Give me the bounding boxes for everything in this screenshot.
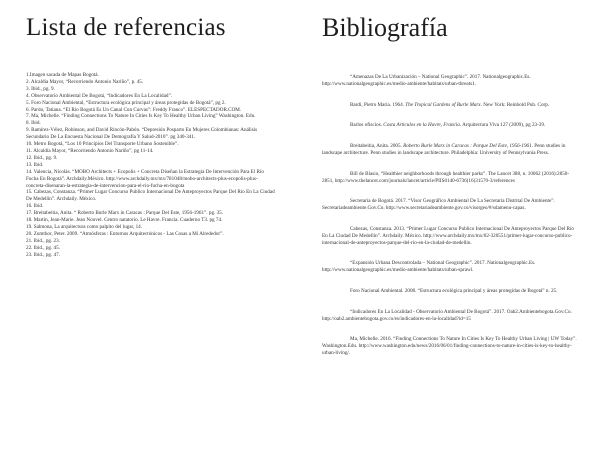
reference-item: 18. Martin, Jean-Marie. Jean Nouvel. Centro natatorio. Le Havre. Francia. Cuaderno T3. pg 74.	[26, 217, 223, 224]
entry-publication: . Arquitectura Viva 127 (2009), pg 23-39.	[459, 122, 546, 129]
reference-item: 1.Imagen sacada de Mapas Bogotá.	[26, 72, 99, 78]
reference-item: 21. Ibid., pg. 23.	[26, 237, 60, 244]
bibliography-heading: Bibliografía	[322, 13, 448, 42]
reference-item: 2. Alcaldía Mayor, “Recorriendo Antonio Nariño”, p. 45.	[26, 78, 144, 85]
references-heading: Lista de referencias	[26, 14, 226, 41]
entry-title: Costa Articulos en la Havre, Francia	[383, 122, 460, 129]
bibliography-entry	[322, 122, 578, 129]
reference-item: 17. Breitabeitia, Anita. “ Roberto Burle Marx in Caracas : Parque Del Este, 1956-1961”. pg. 35.	[26, 210, 224, 217]
reference-item: 16. Ibid.	[26, 203, 44, 210]
reference-item: 22. Ibid., pg. 45.	[26, 244, 60, 251]
reference-item: 9. Ramírez-Vélez, Robinson, and David Rincón-Pabón. “Depresión Posparto En Mujeres Colombianas: Análisis Secundario De La Encuesta Nacional De Demografía Y Salud-2010”. pg 340-341.	[26, 127, 258, 141]
reference-item: 8. Ibid.	[26, 120, 41, 127]
bibliography-list	[322, 74, 578, 371]
entry-author: Bardi, Pietro Maria. 1964.	[350, 101, 406, 108]
entry-author: Breitabeitia, Anita. 2005.	[350, 143, 404, 150]
reference-item: 15. Cabezas, Constanza. “Primer Lugar Concurso Publico Internacional De Anteproyectos Parque Del Río En La Ciudad De Medellín”. Archdaily. México.	[26, 189, 275, 203]
entry-publication: . Penn studies in landscape architecture. Penn studies in landscape architecture. Philadelphia: University of Pennsylvania Press.	[322, 143, 566, 156]
reference-item: 12. Ibid., pg. 9.	[26, 154, 58, 161]
bibliography-entry: “Indicadores En La Localidad - Observatorio Ambiental De Bogotá”. 2017. Oab2.Ambientebogota.Gov.Co. http://oab2.ambientebogota.gov.co/es/indicadores-en-la-localidad?id=15	[322, 308, 572, 322]
bibliography-entry: Cabezas, Constanza. 2013. “Primer Lugar Concurso Publico Internacional De Anteproyectos Parque Del Río En La Ciudad De Medellín”. Archdaily. México. http://www.archdaily.mx/mx/02-320551/primer-lugar-concurso-publico-internacional-de-anteproyectos-parque-del-rio-en-la-ciudad-de-medellin.	[322, 225, 574, 246]
bibliography-entry: “Amenazas De La Urbanización – National Geographic”. 2017. Nationalgeographic.Es. http://www.nationalgeographic.es/medio-ambiente/habitats/urban-threats1.	[322, 74, 531, 87]
entry-title: Roberto Burle Marx in Caracas : Parque Del Este, 1956-1961	[403, 143, 532, 150]
reference-item: 13. Ibid.	[26, 161, 44, 168]
reference-item: 23. Ibid., pg. 47.	[26, 251, 60, 258]
entry-title: The Tropical Gardens of Burle Marx	[405, 101, 481, 108]
reference-item: 19. Salmona, La arquitectura como palpito del lugar, 14.	[26, 223, 142, 230]
bibliography-entry	[322, 143, 578, 157]
entry-publication: . New York: Reinhold Pub. Corp.	[480, 101, 550, 108]
reference-item: 5. Foro Nacional Ambiental, “Estructura ecológica principal y áreas protegidas de Bogotá”, pg 2.	[26, 99, 226, 106]
reference-item: 7. Ma, Michelle. “Finding Connections To Nature In Cities Is Key To Healthy Urban Living” Washington. Edu.	[26, 113, 256, 120]
reference-item: 14. Valencia, Nicolás. “MOBO Architects + Ecopolis + Concreta Diseñan la Estrategia De Intervención Para El Río Fucha En Bogotá”. Archdaily.México. http://www.archdaily.mx/mx/781048/mobo-architects-plus-ecopolis-plus-concreta-disenaran-la-estrategia-de-intervencion-para-el-rio-fucha-en-bogota	[26, 168, 264, 189]
reference-item: 11. Alcaldía Mayor, “Recorriendo Antonio Nariño”, pg 11-14.	[26, 147, 154, 154]
bibliography-entry: “Expansión Urbana Descontrolada – National Geographic”. 2017. Nationalgeographic.Es. http://www.nationalgeographic.es/medio-ambiente/habitats/urban-sprawl.	[322, 260, 536, 274]
reference-item: 10. Metro Bogotá, “Los 10 Principios Del Transporte Urbano Sostenible”.	[26, 141, 179, 148]
entry-author: Barlos ofiscios.	[350, 122, 384, 129]
bibliography-entry	[322, 102, 578, 109]
reference-item: 4. Observatorio Ambiental De Bogotá, “Indicadores En La Localidad”.	[26, 92, 173, 99]
bibliography-entry: Foro Nacional Ambiental. 2008. “Estructura ecológica principal y áreas protegidas de Bogotá” n. 25.	[350, 287, 558, 294]
reference-item: 6. Pardo, Tatiana. “El Río Bogotá Es Un Canal Con Curvas”: Freddy Franco”. ELESPECTADOR.COM.	[26, 106, 242, 113]
bibliography-entry: Secretaría de Bogotá. 2017. “Visor Geográfico Ambiental De La Secretaría Distrital De Ambiente”. Secretariadeambiente.Gov.Co. http://www.secretariadeambiente.gov.co/visorgeo/#/sdamenu-capas.	[322, 198, 555, 212]
reference-item: 3. Ibid., pg. 9.	[26, 85, 55, 92]
references-list	[26, 72, 276, 258]
reference-item: 20. Zumthor, Peter. 2009. “Atmósferas : Entornos Arquitectónicos - Las Cosas a Mi Alrededor”.	[26, 230, 224, 237]
bibliography-entry: Bill de Blasio, “Healthier neighborhoods through healthier parks”. The Lancet 388, n. 10062 (2016):2850-2851, http://www.thelancet.com/journals/lancet/article/PIIS0140-6736(16)31570-3/references	[322, 170, 570, 184]
bibliography-entry: Ma, Michelle. 2016. “Finding Connections To Nature In Cities Is Key To Healthy Urban Living | UW Today”. Washington.Edu. http://www.washington.edu/news/2016/06/01/finding-connections-to-nature-in-cities-is-key-to-healthy-urban-living/.	[322, 336, 577, 357]
